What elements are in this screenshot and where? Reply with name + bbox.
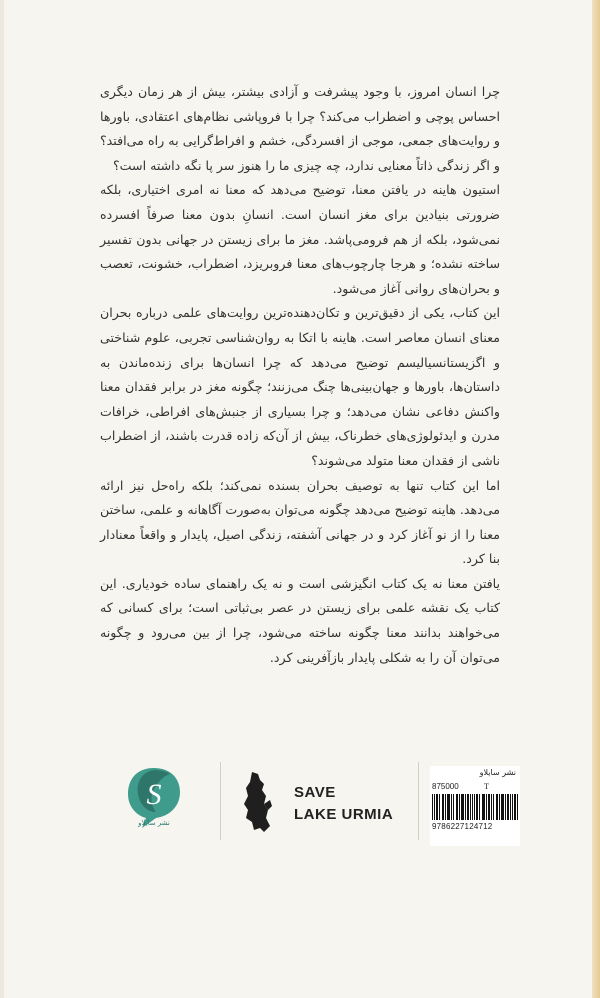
barcode-label — [430, 766, 520, 846]
divider-right — [418, 762, 419, 840]
paragraph-4: اما این کتاب تنها به توصیف بحران بسنده نمی‌کند؛ بلکه راه‌حل نیز ارائه می‌دهد. هاینه توضیح می‌دهد چگونه می‌توان به‌صورت آگاهانه و علمی، ساختن معنا را از نو آغاز کرد و در جهانی آشفته، زندگی اصیل، پایدار و واقعاً معنادار بنا کرد. — [100, 477, 500, 567]
save-lake-urmia-badge — [240, 770, 410, 840]
bottom-strip — [100, 756, 520, 846]
paragraph-2: استیون هاینه در یافتن معنا، توضیح می‌دهد که معنا نه امری اختیاری، بلکه ضرورتی بنیادین برای مغز انسان است. انسانِ بدون معنا صرفاً افسرده نمی‌شود، بلکه از هم فرومی‌پاشد. مغز ما برای زیستن در جهانی بدون تفسیر ساخته نشده؛ و هرجا چارچوب‌های معنا فروبریزد، اضطراب، خشونت، تعصب و بحران‌های روانی آغاز می‌شود. — [100, 182, 500, 296]
publisher-name: نشر سایلاو — [138, 819, 170, 827]
barcode-icon — [432, 794, 518, 820]
save-text: SAVE — [294, 784, 336, 801]
isbn: 9786227124712 — [432, 822, 493, 831]
divider-left — [220, 762, 221, 840]
publisher-logo-letter: S — [146, 778, 162, 811]
paragraph-3: این کتاب، یکی از دقیق‌ترین و تکان‌دهنده‌ترین روایت‌های علمی درباره بحران معنای انسان معاصر است. هاینه با اتکا به روان‌شناسی تجربی، علوم شناختی و اگزیستانسیالیسم توضیح می‌دهد که چرا انسان‌ها برای زنده‌ماندن به داستان‌ها، باورها و جهان‌بینی‌ها چنگ می‌زنند؛ چگونه مغز در برابر فقدان معنا واکنش دفاعی نشان می‌دهد؛ و چرا بسیاری از جنبش‌های افراطی، خرافات مدرن و ایدئولوژی‌های خطرناک، بیش از آن‌که زاده قدرت باشند، از اضطراب ناشی از فقدان معنا متولد می‌شوند؟ — [100, 305, 500, 468]
spine-edge — [592, 0, 600, 998]
paragraph-5: یافتن معنا نه یک کتاب انگیزشی است و نه یک راهنمای ساده خودیاری. این کتاب یک نقشه علمی برای زیستن در عصر بی‌ثباتی است؛ برای کسانی که می‌خواهند بدانند معنا چگونه ساخته می‌شود، چرا از بین می‌رود و چگونه می‌توان آن را به شکلی پایدار بازآفرینی کرد. — [100, 575, 500, 665]
price: 875000 — [432, 782, 459, 791]
paragraph-1: چرا انسان امروز، با وجود پیشرفت و آزادی بیشتر، بیش از هر زمان دیگری احساس پوچی و اضطراب می‌کند؟ چرا با فروپاشی نظام‌های اعتقادی، باورها و روایت‌های جمعی، موجی از افسردگی، خشم و افراط‌گرایی به راه می‌افتد؟ و اگر زندگی ذاتاً معنایی ندارد، چه چیزی ما را هنوز سر پا نگه داشته است؟ — [100, 84, 500, 173]
currency: T — [484, 782, 489, 791]
back-cover-text — [100, 80, 500, 670]
cover-left-edge — [0, 0, 4, 998]
lake-urmia-text: LAKE URMIA — [294, 806, 394, 823]
lake-urmia-map-icon — [240, 770, 274, 834]
barcode-publisher: نشر سایلاو — [479, 768, 516, 777]
